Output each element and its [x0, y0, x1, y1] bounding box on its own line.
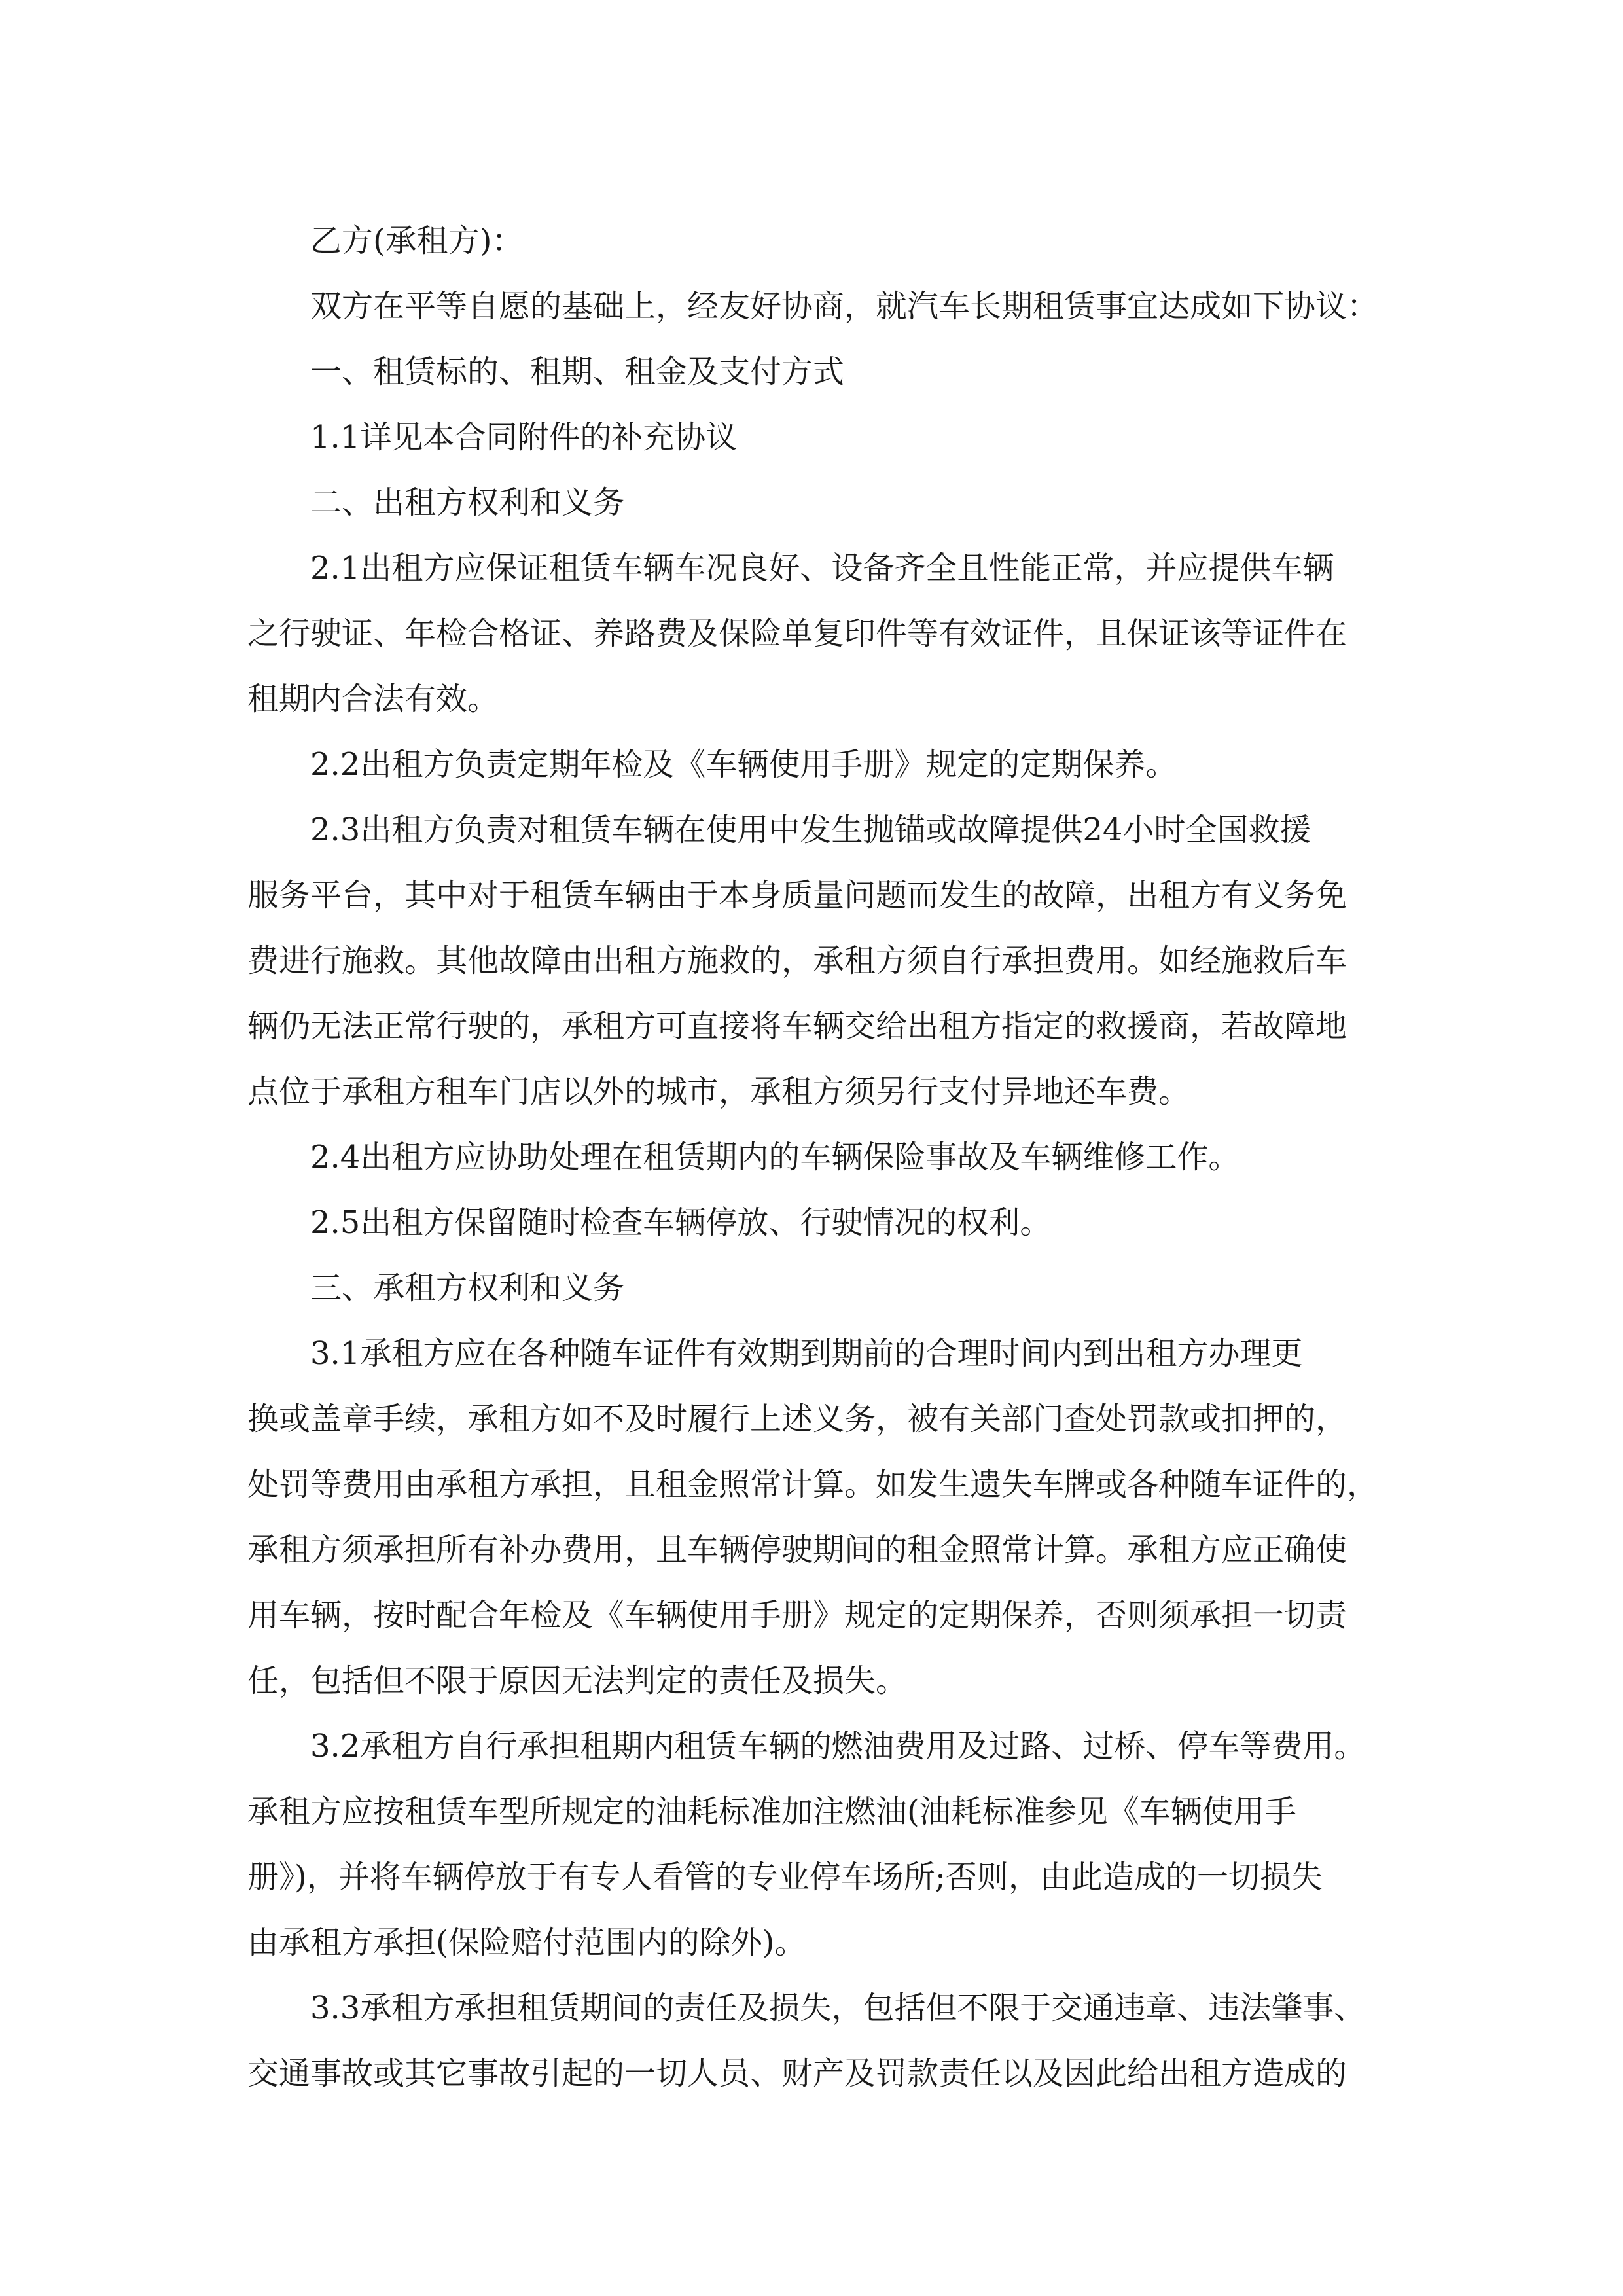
clause-2-3-line-5: 点位于承租方租车门店以外的城市，承租方须另行支付异地还车费。	[247, 1073, 1190, 1110]
clause-2-3-line-3: 费进行施救。其他故障由出租方施救的，承租方须自行承担费用。如经施救后车	[247, 942, 1347, 979]
clause-3-2-line-1: 3.2承租方自行承担租期内租赁车辆的燃油费用及过路、过桥、停车等费用。	[310, 1728, 1366, 1765]
clause-3-2-line-4: 由承租方承担(保险赔付范围内的除外)。	[247, 1924, 806, 1961]
clause-3-1-line-2: 换或盖章手续，承租方如不及时履行上述义务，被有关部门查处罚款或扣押的，	[247, 1401, 1347, 1437]
clause-3-1-line-6: 任，包括但不限于原因无法判定的责任及损失。	[247, 1662, 908, 1699]
clause-2-4: 2.4出租方应协助处理在租赁期内的车辆保险事故及车辆维修工作。	[310, 1139, 1240, 1175]
clause-3-1-line-4: 承租方须承担所有补办费用，且车辆停驶期间的租金照常计算。承租方应正确使	[247, 1532, 1347, 1568]
clause-2-1-line-2: 之行驶证、年检合格证、养路费及保险单复印件等有效证件，且保证该等证件在	[247, 615, 1347, 652]
clause-2-3-line-2: 服务平台，其中对于租赁车辆由于本身质量问题而发生的故障，出租方有义务免	[247, 877, 1347, 914]
document-page	[247, 208, 1391, 2106]
text-line-party-b: 乙方(承租方)：	[310, 223, 524, 259]
clause-3-3-line-2: 交通事故或其它事故引起的一切人员、财产及罚款责任以及因此给出租方造成的	[247, 2055, 1347, 2092]
clause-2-3-line-1: 2.3出租方负责对租赁车辆在使用中发生抛锚或故障提供24小时全国救援	[310, 812, 1311, 848]
clause-3-1-line-5: 用车辆，按时配合年检及《车辆使用手册》规定的定期保养，否则须承担一切责	[247, 1597, 1347, 1634]
clause-3-1-line-1: 3.1承租方应在各种随车证件有效期到期前的合理时间内到出租方办理更	[310, 1335, 1303, 1372]
clause-2-1-line-1: 2.1出租方应保证租赁车辆车况良好、设备齐全且性能正常，并应提供车辆	[310, 550, 1334, 586]
clause-3-3-line-1: 3.3承租方承担租赁期间的责任及损失，包括但不限于交通违章、违法肇事、	[310, 1990, 1366, 2026]
clause-2-2: 2.2出租方负责定期年检及《车辆使用手册》规定的定期保养。	[310, 746, 1177, 783]
section-heading-2: 二、出租方权利和义务	[310, 484, 625, 521]
section-heading-3: 三、承租方权利和义务	[310, 1270, 625, 1306]
section-heading-1: 一、租赁标的、租期、租金及支付方式	[310, 353, 845, 390]
clause-2-3-line-4: 辆仍无法正常行驶的，承租方可直接将车辆交给出租方指定的救援商，若故障地	[247, 1008, 1347, 1045]
clause-3-2-line-2: 承租方应按租赁车型所规定的油耗标准加注燃油(油耗标准参见《车辆使用手	[247, 1793, 1296, 1830]
clause-3-1-line-3: 处罚等费用由承租方承担，且租金照常计算。如发生遗失车牌或各种随车证件的，	[247, 1466, 1379, 1503]
clause-2-1-line-3: 租期内合法有效。	[247, 681, 499, 717]
clause-1-1: 1.1详见本合同附件的补充协议	[310, 419, 738, 456]
clause-2-5: 2.5出租方保留随时检查车辆停放、行驶情况的权利。	[310, 1204, 1052, 1241]
text-line-preamble: 双方在平等自愿的基础上，经友好协商，就汽车长期租赁事宜达成如下协议：	[310, 288, 1379, 325]
clause-3-2-line-3: 册》)，并将车辆停放于有专人看管的专业停车场所;否则，由此造成的一切损失	[247, 1859, 1323, 1895]
